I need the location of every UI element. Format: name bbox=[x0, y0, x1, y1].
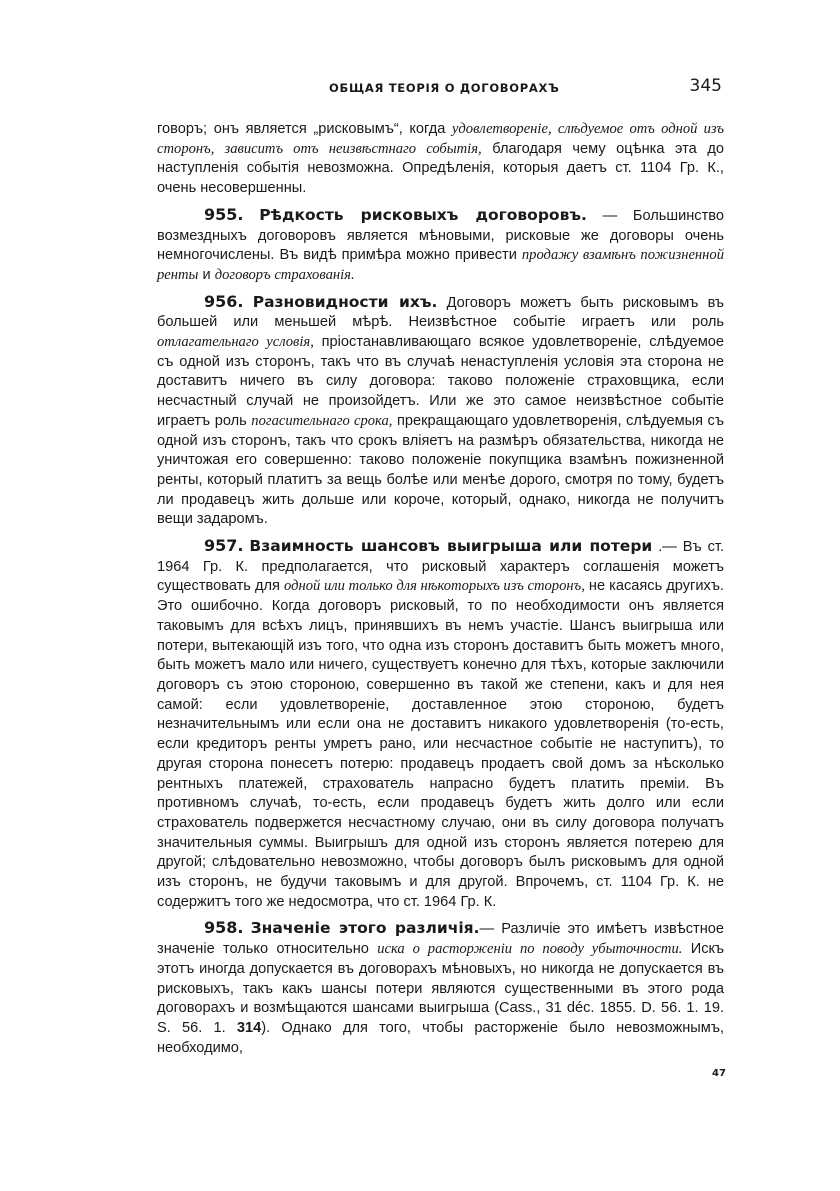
italic-run: погасительнаго срока, bbox=[251, 412, 393, 429]
printer-signature: 47 bbox=[712, 1068, 726, 1079]
text-run: говоръ; онъ является „рисковымъ“, когда bbox=[157, 121, 452, 137]
text-run: — Большинство возмездныхъ договоровъ является мѣновыми, рисковые же договоры очень немногочислены. Въ видѣ примѣра можно привести bbox=[157, 207, 724, 264]
section-956 bbox=[157, 292, 724, 530]
italic-run: отлагательнаго условія, bbox=[157, 334, 314, 351]
section-number: 958. bbox=[204, 918, 244, 938]
text-run: — Различіе это имѣетъ извѣстное значеніе только относительно bbox=[157, 921, 724, 958]
text-run: Договоръ можетъ быть рисковымъ въ большей или меньшей мѣрѣ. Неизвѣстное событіе играетъ или роль bbox=[157, 294, 724, 331]
section-title: Взаимность шансовъ выигрыша или потери bbox=[249, 537, 653, 556]
italic-run: удовлетвореніе, слѣдуемое отъ одной изъ сторонъ, зависитъ отъ неизвѣстнаго событія, bbox=[157, 121, 725, 157]
section-title: Разновидности ихъ. bbox=[252, 292, 438, 311]
paragraph-intro bbox=[157, 120, 724, 199]
section-title: Значеніе этого различія. bbox=[250, 919, 480, 938]
italic-run: договоръ страхованія. bbox=[214, 266, 355, 283]
section-955 bbox=[157, 205, 724, 286]
text-run: прекращающаго удовлетворенія, слѣдуемыя съ одной изъ сторонъ, такъ что срокъ вліяетъ на размѣръ обязательства, никогда не уничтожая его совершенно: таково положеніе покупщика взамѣнъ пожизненной ренты, который платитъ за вещь болѣе или менѣе дорого, смотря по тому, будетъ ли продавецъ жить дольше или короче, который, однако, никогда не получитъ вещи задаромъ. bbox=[157, 412, 724, 528]
section-number: 955. bbox=[204, 204, 244, 224]
text-run: благодаря чему оцѣнка эта до наступленія событія невозможна. Опредѣленія, которыя даетъ ст. 1104 Гр. К., очень несовершенны. bbox=[157, 140, 724, 197]
text-run: Искъ этотъ иногда допускается въ договорахъ мѣновыхъ, но никогда не допускается въ рисковыхъ, такъ какъ шансы потери являются существенными въ этого рода договорахъ и возмѣщаются шансами выигрыша (Cass., 31 déc. 1855. D. 56. 1. 19. S. 56. 1. bbox=[157, 941, 724, 1036]
section-958 bbox=[157, 918, 724, 1058]
body-text bbox=[157, 120, 724, 1058]
italic-run: одной или только для нѣкоторыхъ изъ сторонъ, bbox=[284, 578, 585, 595]
text-run: .— Въ ст. 1964 Гр. К. предполагается, что рисковый характеръ соглашенія можетъ существовать для bbox=[157, 539, 724, 595]
text-run: ). Однако для того, чтобы расторженіе было невозможнымъ, необходимо, bbox=[157, 1019, 724, 1056]
text-run: не касаясь другихъ. Это ошибочно. Когда договоръ рисковый, то по необходимости онъ является таковымъ для всѣхъ лицъ, принявшихъ въ немъ участіе. Шансъ выигрыша или потери, вытекающій изъ того, что одна изъ сторонъ доставитъ быть можетъ много, быть можетъ мало или ничего, существуетъ конечно для тѣхъ, которые заключили договоръ съ этою стороною, совершенно въ такой же степени, какъ и для нея самой: если удовлетвореніе, доставленное этою стороною, будетъ незначительнымъ или если она не доставитъ никакого удовлетворенія (то-есть, если кредиторъ ренты умретъ рано, или несчастное событіе не наступитъ), то другая сторона понесетъ потерю: продавецъ продаетъ свой домъ за нѣсколько рентныхъ платежей, страхователь напрасно будетъ платить преміи. Въ противномъ случаѣ, то-есть, если продавецъ будетъ жить долго или если страхователь подвержется несчастному случаю, они въ силу договора получатъ значительныя суммы. Выигрышъ для одной изъ сторонъ является потерею для другой; слѣдовательно невозможно, чтобы договоръ былъ рисковымъ для одной изъ сторонъ, не будучи таковымъ и для другой. Впрочемъ, ст. 1104 Гр. К. не содержитъ того же недосмотра, что ст. 1964 Гр. К. bbox=[157, 578, 724, 910]
section-title: Рѣдкость рисковыхъ договоровъ. bbox=[259, 205, 587, 224]
italic-run: продажу взамѣнъ пожизненной ренты bbox=[157, 247, 725, 283]
bold-run: 314 bbox=[236, 1019, 262, 1036]
section-number: 956. bbox=[204, 291, 244, 311]
page-number: 345 bbox=[689, 76, 722, 96]
page-header bbox=[157, 78, 722, 100]
text-run: пріостанавливающаго всякое удовлетвореніе, слѣдуемое съ одной изъ сторонъ, такъ что въ случаѣ ненаступленія условія эта сторона не доставитъ ничего въ силу договора: таково положеніе страховщика, если несчастный случай не произойдетъ. Или же это самое неизвѣстное событіе играетъ роль bbox=[157, 334, 724, 429]
section-number: 957. bbox=[204, 536, 244, 556]
text-run: и bbox=[198, 266, 215, 283]
italic-run: иска о расторженіи по поводу убыточности. bbox=[377, 941, 683, 958]
section-957 bbox=[157, 536, 724, 912]
running-title: ОБЩАЯ ТЕОРІЯ О ДОГОВОРАХЪ bbox=[329, 81, 560, 95]
